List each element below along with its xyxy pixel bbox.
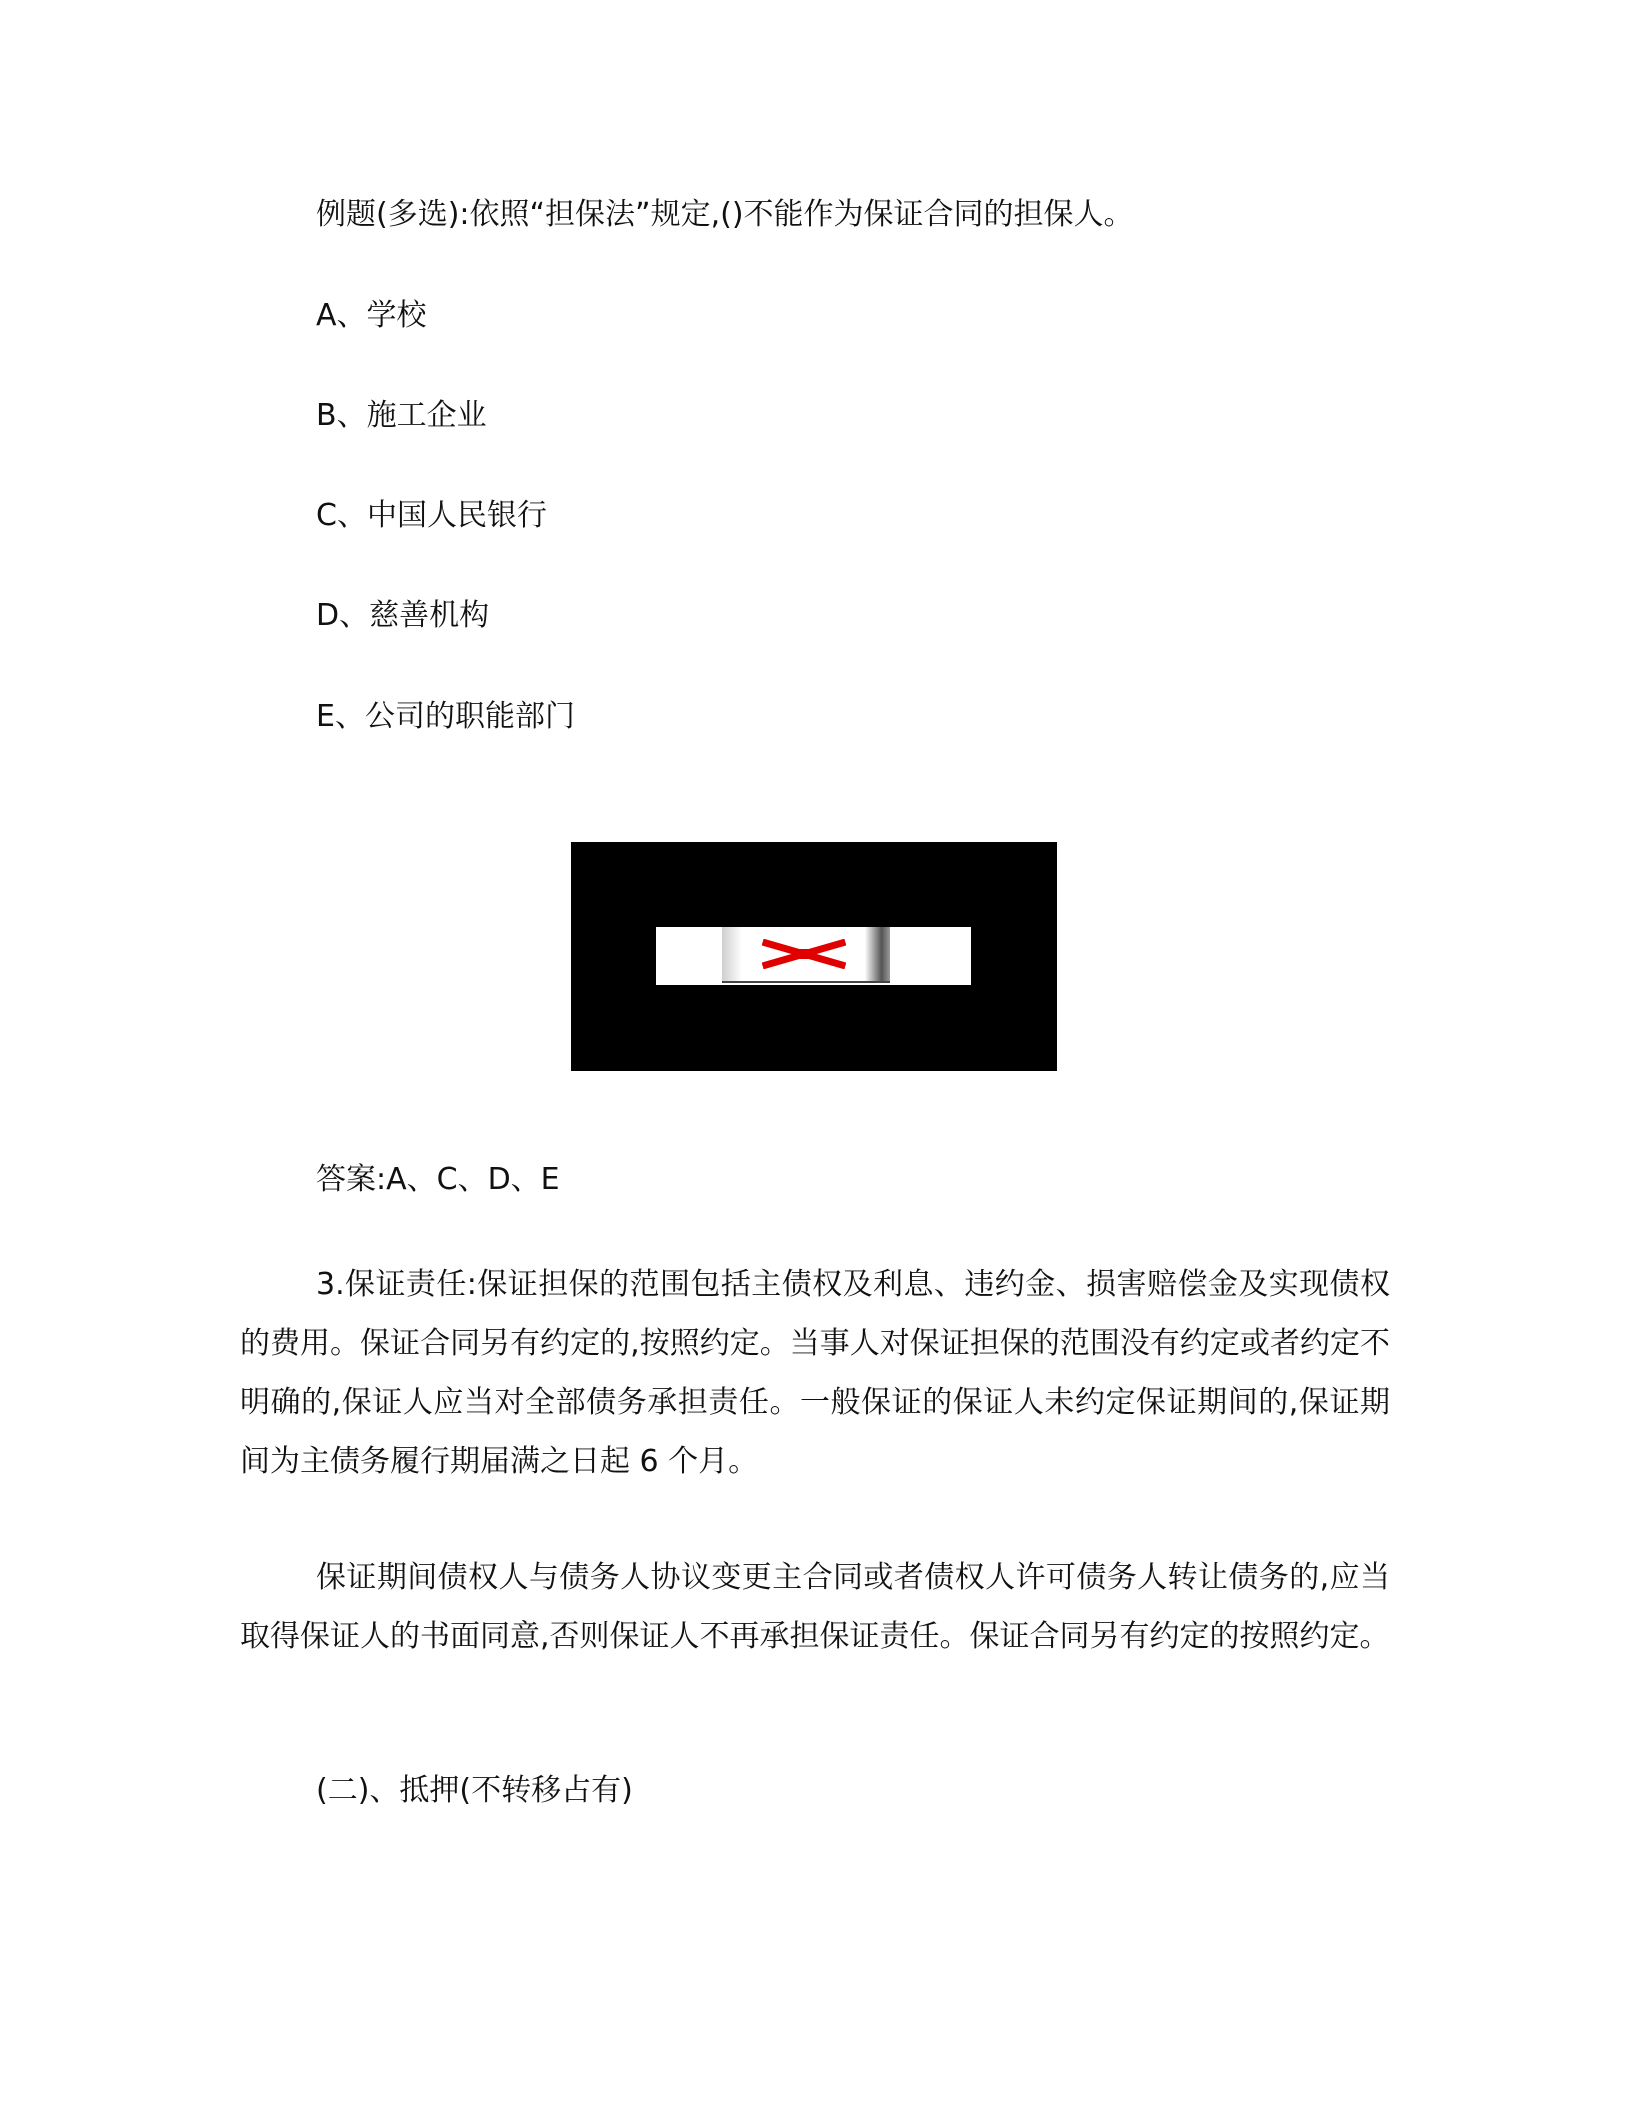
paragraph-guarantee-liability: 3.保证责任:保证担保的范围包括主债权及利息、违约金、损害赔偿金及实现债权的费用。保证合同另有约定的,按照约定。当事人对保证担保的范围没有约定或者约定不明确的,保证人应当对全部债务承担责任。一般保证的保证人未约定保证期间的,保证期间为主债务履行期届满之日起 6 个月。 [240, 1267, 1390, 1479]
option-b: B、施工企业 [316, 398, 487, 433]
option-a: A、学校 [316, 298, 427, 333]
option-d: D、慈善机构 [316, 598, 490, 633]
question-stem: 例题(多选):依照“担保法”规定,()不能作为保证合同的担保人。 [316, 197, 1134, 232]
embedded-image-placeholder [571, 842, 1057, 1071]
answer-line: 答案:A、C、D、E [316, 1162, 560, 1197]
option-e: E、公司的职能部门 [316, 699, 575, 734]
section-heading-mortgage: (二)、抵押(不转移占有) [316, 1773, 633, 1808]
paragraph-guarantee-period: 保证期间债权人与债务人协议变更主合同或者债权人许可债务人转让债务的,应当取得保证人的书面同意,否则保证人不再承担保证责任。保证合同另有约定的按照约定。 [240, 1560, 1390, 1654]
image-bar [656, 927, 971, 985]
broken-image-button [722, 927, 890, 983]
option-c: C、中国人民银行 [316, 498, 547, 533]
broken-image-icon [762, 939, 846, 969]
